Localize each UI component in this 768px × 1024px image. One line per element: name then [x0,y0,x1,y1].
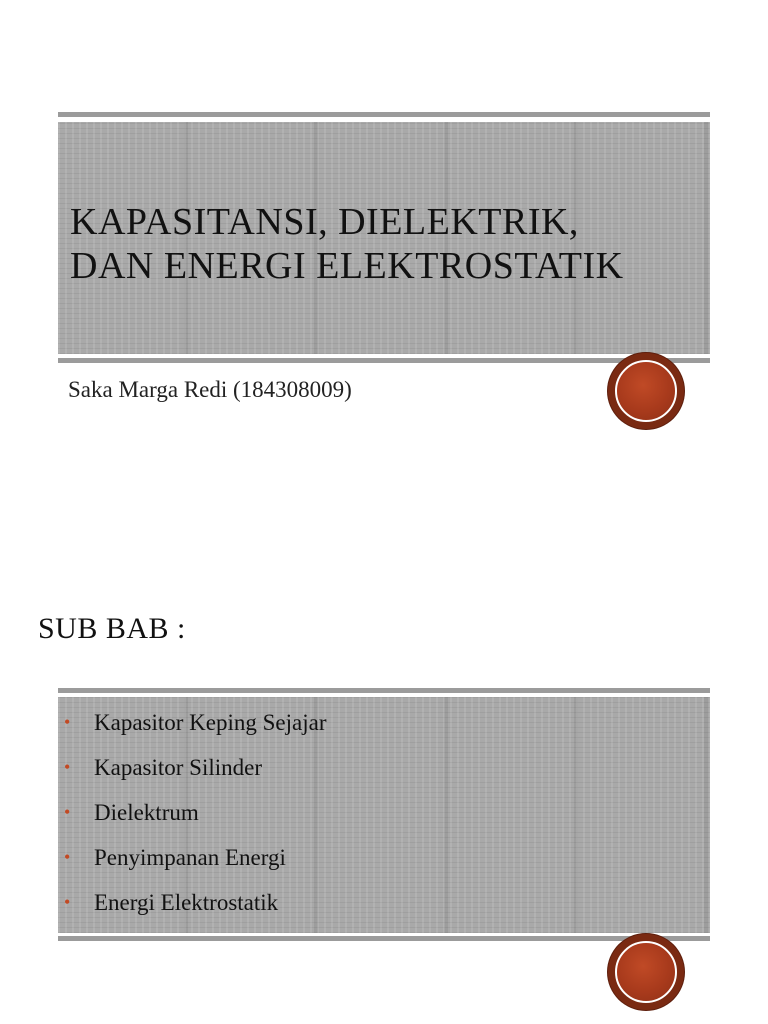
title-line-2: DAN ENERGI ELEKTROSTATIK [70,245,624,287]
list-item: • Kapasitor Keping Sejajar [64,700,326,745]
bottom-stripe [58,936,710,941]
decorative-circle-badge [608,934,684,1010]
list-item: • Kapasitor Silinder [64,745,326,790]
bottom-stripe [58,358,710,363]
list-item: • Dielektrum [64,790,326,835]
list-item: • Penyimpanan Energi [64,835,326,880]
content-slide [0,512,768,1024]
decorative-circle-badge [608,353,684,429]
bullet-icon: • [64,712,71,732]
bullet-icon: • [64,847,71,867]
section-heading: SUB BAB : [38,612,186,645]
badge-ring-icon [615,360,677,422]
bullet-icon: • [64,802,71,822]
slide-title [70,200,624,288]
top-stripe [58,688,710,693]
author-subtitle: Saka Marga Redi (184308009) [68,377,352,402]
bullet-icon: • [64,757,71,777]
badge-ring-icon [615,941,677,1003]
list-item: • Energi Elektrostatik [64,880,326,925]
topic-list [64,700,326,925]
bullet-icon: • [64,892,71,912]
top-stripe [58,112,710,117]
title-line-1: KAPASITANSI, DIELEKTRIK, [70,201,579,243]
